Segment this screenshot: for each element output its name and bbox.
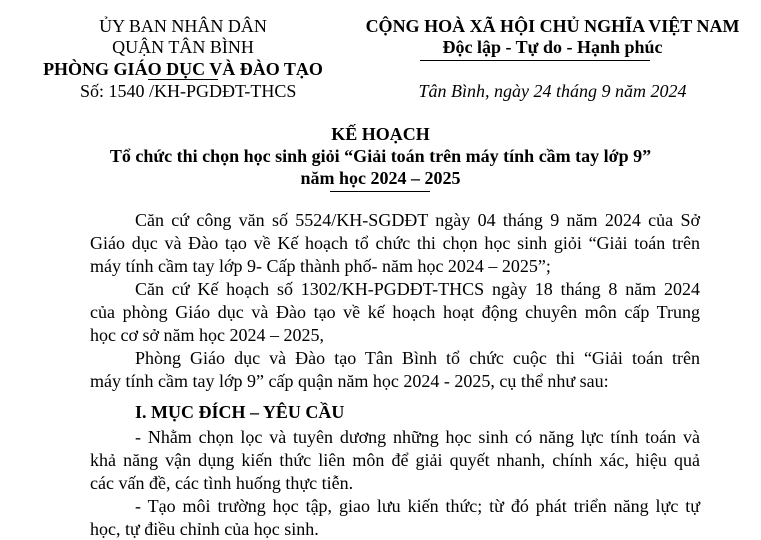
doc-subtitle-line-1: Tổ chức thi chọn học sinh giỏi “Giải toán trên máy tính cầm tay lớp 9” [109, 146, 652, 166]
org-underline [148, 79, 218, 80]
body-line: Căn cứ công văn số 5524/KH-SGDĐT ngày 04 tháng 9 năm 2024 của Sở [135, 210, 700, 230]
org-line-2: QUẬN TÂN BÌNH [112, 37, 254, 57]
body-line: máy tính cầm tay lớp 9- Cấp thành phố- năm học 2024 – 2025”; [90, 256, 551, 276]
section-line: - Nhằm chọn lọc và tuyên dương những học sinh có năng lực tính toán và [135, 427, 700, 447]
section-heading: I. MỤC ĐÍCH – YÊU CẦU [135, 402, 345, 422]
body-line: Phòng Giáo dục và Đào tạo Tân Bình tổ chức cuộc thi “Giải toán trên [135, 348, 700, 368]
body-line: học cơ sở năm học 2024 – 2025, [90, 325, 324, 345]
org-line-1: ỦY BAN NHÂN DÂN [99, 16, 267, 36]
motto-underline [420, 60, 650, 61]
doc-number: Số: 1540 /KH-PGDĐT-THCS [80, 81, 297, 101]
body-line: của phòng Giáo dục và Đào tạo về kế hoạch hoạt động chuyên môn cấp Trung [90, 302, 700, 322]
body-line: Giáo dục và Đào tạo về Kế hoạch tổ chức thi chọn học sinh giỏi “Giải toán trên [90, 233, 700, 253]
org-line-3: PHÒNG GIÁO DỤC VÀ ĐÀO TẠO [43, 59, 323, 79]
section-line: học, tự điều chỉnh của học sinh. [90, 519, 319, 539]
motto: Độc lập - Tự do - Hạnh phúc [442, 37, 663, 57]
title-underline [330, 191, 430, 192]
body-line: máy tính cầm tay lớp 9” cấp quận năm học 2024 - 2025, cụ thể như sau: [90, 371, 609, 391]
nation-title: CỘNG HOÀ XÃ HỘI CHỦ NGHĨA VIỆT NAM [365, 16, 740, 36]
doc-date: Tân Bình, ngày 24 tháng 9 năm 2024 [418, 81, 687, 101]
section-line: - Tạo môi trường học tập, giao lưu kiến thức; từ đó phát triển năng lực tự [135, 496, 700, 516]
section-line: khả năng vận dụng kiến thức liên môn để giải quyết nhanh, chính xác, hiệu quả [90, 450, 700, 470]
doc-heading: KẾ HOẠCH [331, 124, 430, 144]
section-line: các vấn đề, các tình huống thực tiễn. [90, 473, 354, 493]
body-line: Căn cứ Kế hoạch số 1302/KH-PGDĐT-THCS ngày 18 tháng 8 năm 2024 [135, 279, 700, 299]
doc-subtitle-line-2: năm học 2024 – 2025 [300, 168, 461, 188]
